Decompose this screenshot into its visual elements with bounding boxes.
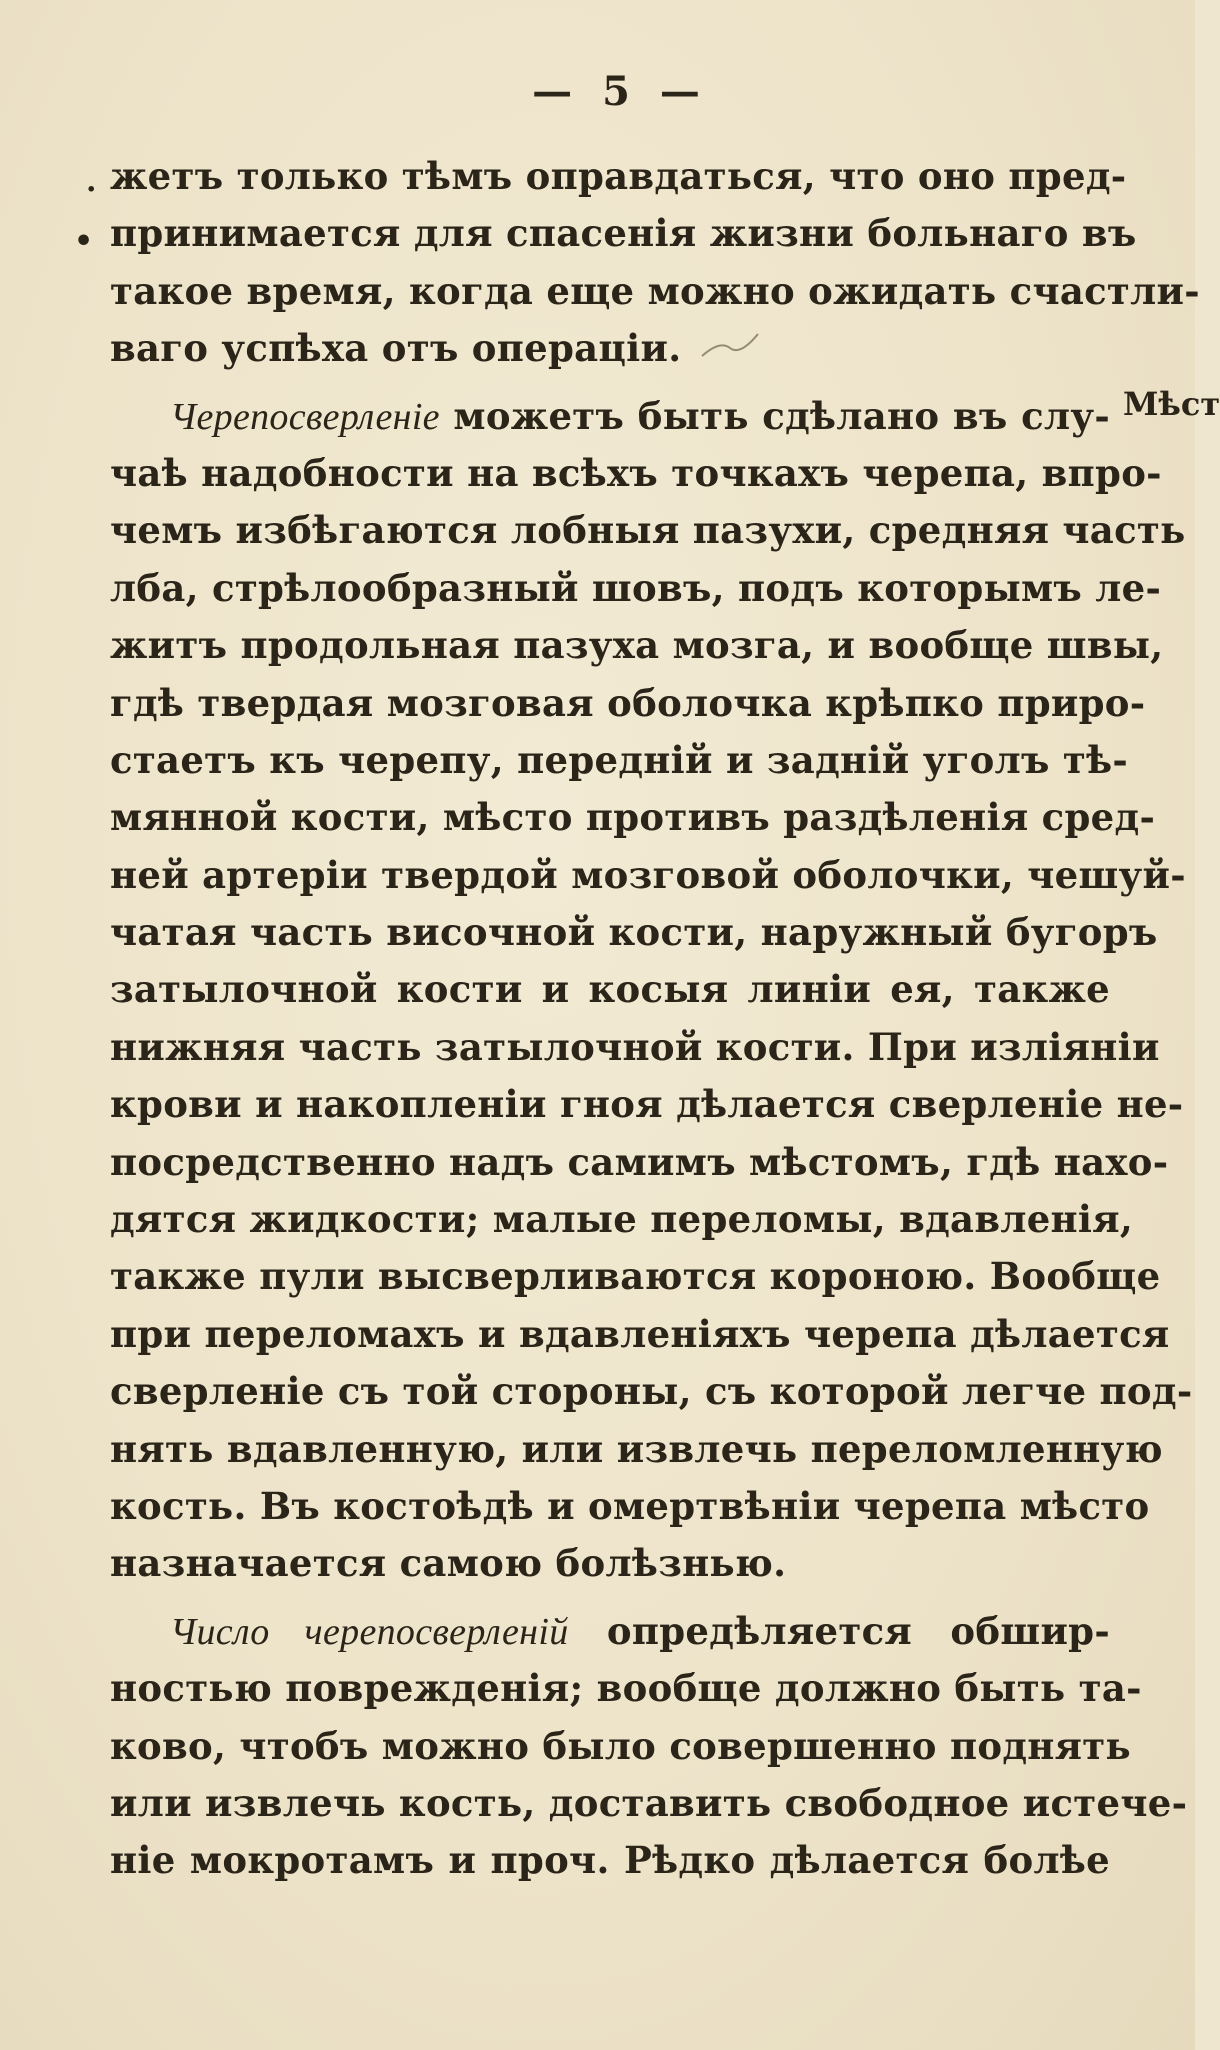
text-line-first (110, 388, 1110, 445)
text-line: посредственно надъ самимъ мѣстомъ, гдѣ нахо- (110, 1139, 1169, 1184)
text-line: ностью поврежденія; вообще должно быть та- (110, 1666, 1142, 1711)
text-line: мянной кости, мѣсто противъ раздѣленія сред- (110, 795, 1156, 840)
text-line: дятся жидкости; малые переломы, вдавленія, (110, 1197, 1134, 1242)
text-line: крови и накопленіи гноя дѣлается сверленіе не- (110, 1082, 1184, 1127)
text-line: чаѣ надобности на всѣхъ точкахъ черепа, впро- (110, 450, 1162, 495)
text-line: затылочной кости и косыя линіи ея, также (110, 967, 1110, 1012)
text-line: такое время, когда еще можно ожидать счастли- (110, 268, 1200, 313)
text-line: ніе мокротамъ и проч. Рѣдко дѣлается болѣе (110, 1838, 1110, 1883)
text-line-rest: можетъ быть сдѣлано въ слу- (439, 393, 1110, 438)
text-line: при переломахъ и вдавленіяхъ черепа дѣлается (110, 1311, 1170, 1356)
paragraph-gap (110, 378, 1110, 388)
text-line: ней артеріи твердой мозговой оболочки, чешуй- (110, 852, 1186, 897)
text-line: кость. Въ костоѣдѣ и омертвѣніи черепа мѣсто (110, 1483, 1150, 1528)
italic-term: Черепосверленіе (170, 395, 440, 438)
text-line-first (110, 1603, 1110, 1660)
text-line: ково, чтобъ можно было совершенно поднять (110, 1723, 1131, 1768)
text-line: сверленіе съ той стороны, съ которой легче под- (110, 1369, 1193, 1414)
page-number: — 5 — (532, 68, 708, 115)
paragraph-1 (110, 148, 1200, 378)
body-text (110, 148, 1200, 1890)
margin-ink-mark: • (74, 224, 94, 259)
italic-term: Число черепосверленій (170, 1610, 569, 1653)
text-line: принимается для спасенія жизни больнаго въ (110, 211, 1137, 256)
text-line: лба, стрѣлообразный шовъ, подъ которымъ ле- (110, 565, 1162, 610)
text-line-rest: опредѣляется обшир- (568, 1608, 1111, 1653)
text-line: ваго успѣха отъ операціи. (110, 326, 682, 371)
paragraph-2 (110, 388, 1193, 1593)
text-line: гдѣ твердая мозговая оболочка крѣпко приро- (110, 680, 1146, 725)
text-line: назначается самою болѣзнью. (110, 1541, 787, 1586)
paragraph-3 (110, 1603, 1188, 1890)
margin-dot-mark: · (86, 172, 97, 207)
margin-note: Мѣст (1123, 385, 1220, 423)
text-line: чатая часть височной кости, наружный бугоръ (110, 910, 1158, 955)
text-line: также пули высверливаются короною. Вообще (110, 1254, 1161, 1299)
text-line: стаетъ къ черепу, передній и задній уголъ тѣ- (110, 737, 1129, 782)
paragraph-gap (110, 1593, 1110, 1603)
text-line: жетъ только тѣмъ оправдаться, что оно пред- (110, 154, 1127, 198)
text-line: нять вдавленную, или извлечь переломленную (110, 1426, 1163, 1471)
text-line: или извлечь кость, доставить свободное истече- (110, 1780, 1188, 1825)
text-line: житъ продольная пазуха мозга, и вообще швы, (110, 623, 1164, 668)
text-line: чемъ избѣгаются лобныя пазухи, средняя часть (110, 508, 1186, 553)
text-line: нижняя часть затылочной кости. При изліяніи (110, 1024, 1160, 1069)
